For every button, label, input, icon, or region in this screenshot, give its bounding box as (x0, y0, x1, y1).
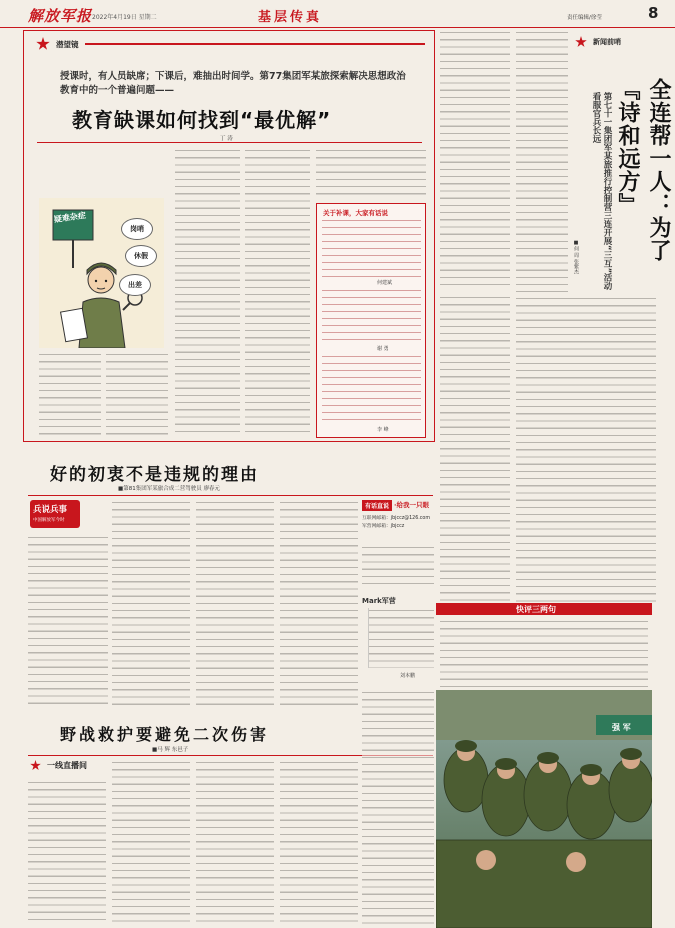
mailbox-box (362, 500, 434, 540)
photo-section-header (436, 603, 652, 615)
article3-text-col2 (112, 760, 190, 925)
right-column-title: 全连帮一人：为了『诗和远方』 (615, 78, 671, 262)
feature-author: 丁 涛 (220, 136, 233, 142)
cartoon-illustration (39, 198, 164, 348)
feature-text-column-4 (39, 352, 101, 438)
article2-text-col2 (112, 500, 190, 705)
article3-byline: ■马 辉 东邑子 (152, 747, 189, 753)
right-column-author: ■何 周 张紫杰 (573, 240, 579, 275)
article3-text-col4 (280, 760, 358, 925)
sidebar-name-2: 谢 勇 (377, 346, 389, 352)
sidebar-text-2 (322, 288, 421, 343)
mark-text (368, 608, 434, 668)
cartoon-bubble-leave: 休假 (125, 245, 157, 267)
page-number: 8 (648, 4, 659, 22)
star-icon (575, 36, 587, 48)
feature-text-column-3 (316, 148, 426, 200)
feature-subtitle-line2: 教育中的一个普遍问题—— (60, 85, 175, 96)
mailbox-label: ·给我一只眼 (394, 501, 429, 509)
mark-author: 刘本鹏 (400, 673, 416, 679)
sidebar-name-1: 何建斌 (377, 280, 393, 286)
photo-sign-text: 强 军 (612, 723, 631, 732)
mailbox-email2[interactable]: jbjccz (390, 524, 405, 529)
star-icon (30, 760, 41, 771)
photo-section-text (440, 619, 648, 687)
article3-text-col1 (28, 780, 106, 925)
article3-text-col5 (362, 690, 434, 925)
article3-text-col3 (196, 760, 274, 925)
mailbox-email-line1 (362, 514, 430, 521)
feature-divider (37, 142, 422, 143)
right-text-beside-title (516, 30, 568, 292)
column-label: 潜望镜 (56, 39, 79, 49)
right-text-col3 (516, 296, 656, 606)
article2-badge (30, 500, 80, 528)
right-column-tag-label: 新闻前哨 (593, 38, 621, 46)
mailbox-email-label2: 军营网邮箱： (362, 524, 391, 529)
page-header (0, 0, 675, 28)
mailbox-badge: 有话直说 (362, 500, 392, 511)
feature-text-column-1 (175, 148, 240, 438)
article2-text-col3 (196, 500, 274, 705)
photo-section-title: 快评三两句 (516, 605, 556, 614)
responsible-editor: 责任编辑/徐莹 (567, 15, 602, 21)
mark-label: Mark军营 (362, 597, 396, 605)
right-column-tag (575, 36, 621, 48)
cartoon-board-label: 疑难杂症 (53, 210, 87, 225)
feature-title: 教育缺课如何找到“最优解” (72, 108, 332, 132)
sidebar-name-3: 李 峰 (377, 427, 389, 433)
sidebar-text-1 (322, 218, 421, 278)
issue-date: 2022年4月19日 星期二 (92, 14, 157, 21)
cartoon-bubble-sentry: 岗哨 (121, 218, 153, 240)
mailbox-text (362, 545, 434, 585)
article2-byline: ■第81集团军某旅合成二营驾驶员 廖春元 (118, 486, 220, 492)
feature-subtitle-line1: 授课时，有人员缺席；下课后，难抽出时间学。第77集团军某旅探索解决思想政治 (60, 71, 406, 82)
article3-badge-label: 一线直播间 (47, 761, 87, 770)
mailbox-email-line2 (362, 522, 404, 529)
article2-badge-main: 兵说兵事 (33, 505, 68, 515)
mailbox-email-label1: 互联网邮箱： (362, 516, 391, 521)
right-text-col1 (440, 30, 510, 290)
sidebar-title: 关于补课，大家有话说 (323, 209, 388, 217)
article2-rule (28, 495, 433, 496)
right-column-subtitle: 第七十一集团军某旅推行控制营三连开展“三互”活动看服官兵长远 (591, 92, 612, 291)
mailbox-email1[interactable]: jbjccz@126.com (390, 516, 431, 521)
right-text-col2 (440, 295, 510, 610)
sidebar-text-3 (322, 354, 421, 424)
article2-title: 好的初衷不是违规的理由 (50, 465, 259, 485)
article2-text-col1 (28, 535, 108, 705)
feature-text-column-5 (106, 352, 168, 438)
column-tag (36, 37, 425, 51)
article2-badge-sub: 中国解放军今时 (33, 518, 65, 523)
star-icon (36, 37, 50, 51)
soldiers-photo (436, 690, 652, 928)
cartoon-bubble-trip: 出差 (119, 274, 151, 296)
comments-sidebar (316, 203, 426, 438)
article2-text-col4 (280, 500, 358, 705)
feature-text-column-2 (245, 148, 310, 438)
section-title: 基层传真 (258, 10, 323, 25)
newspaper-masthead: 解放军报 (28, 7, 93, 25)
column-rule (85, 43, 425, 45)
article3-badge (30, 760, 87, 771)
article3-title: 野战救护要避免二次伤害 (60, 725, 270, 744)
